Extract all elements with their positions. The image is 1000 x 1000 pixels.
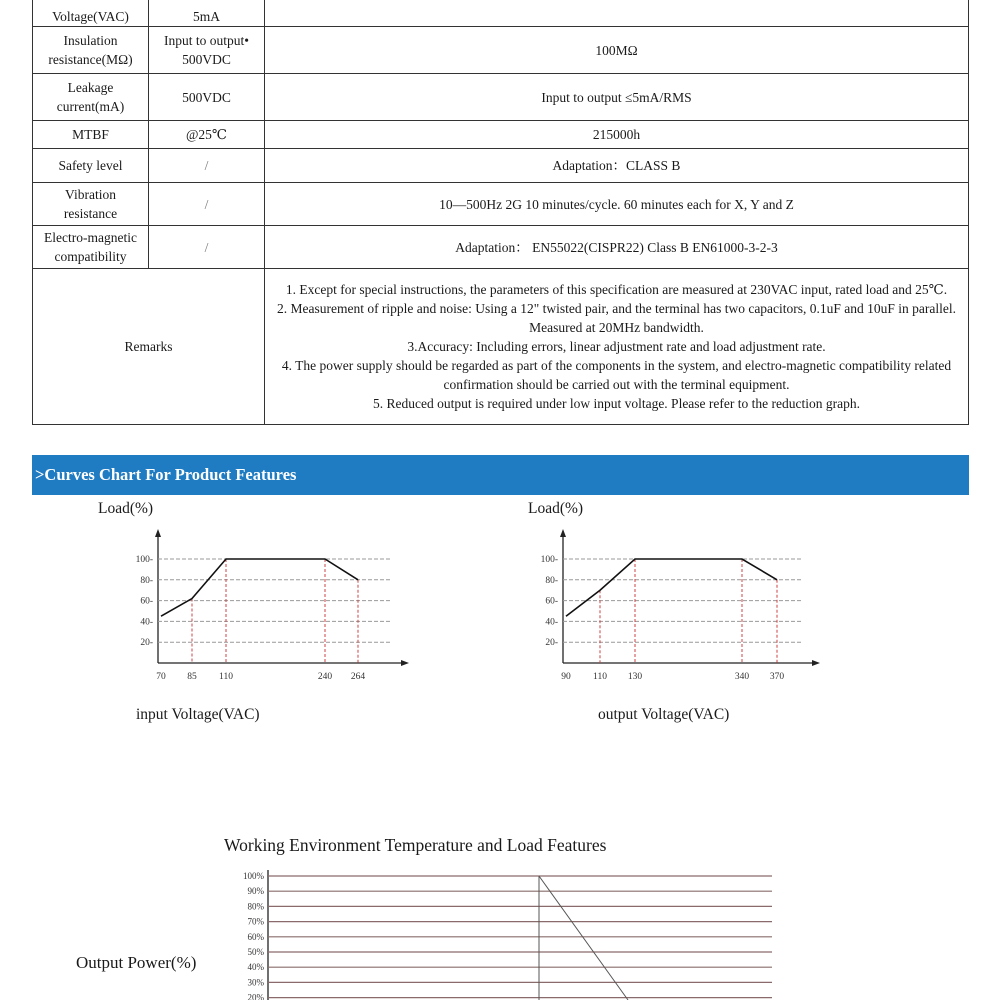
row-value: Adaptation：CLASS B [265, 149, 969, 183]
row-value: 100MΩ [265, 27, 969, 74]
chart3-y-tick: 100% [243, 871, 264, 881]
chart2-x-tick: 130 [627, 672, 643, 682]
remarks-label: Remarks [33, 269, 265, 425]
chart1-y-tick: 100- [135, 555, 153, 565]
row-condition: Input to output• 500VDC [149, 27, 265, 74]
chart1-y-tick: 20- [140, 638, 153, 649]
row-name: Safety level [33, 149, 149, 183]
remark-line: 5. Reduced output is required under low input voltage. Please refer to the reduction graph. [373, 396, 860, 411]
row-name: Vibration resistance [33, 183, 149, 226]
row-condition: 5mA [149, 0, 265, 27]
row-name: Leakage current(mA) [33, 74, 149, 121]
chart3-y-tick: 90% [247, 886, 264, 897]
chart1-series-line [161, 559, 358, 616]
chart2-x-tick: 340 [734, 672, 750, 682]
chart3-y-tick: 60% [247, 931, 264, 942]
section-banner: >Curves Chart For Product Features [32, 455, 969, 495]
chart3-y-tick: 30% [247, 977, 264, 988]
chart1-x-tick: 240 [317, 672, 333, 682]
chart1-x-tick: 70 [156, 672, 166, 682]
chart3-y-tick: 70% [247, 916, 264, 927]
chart3-y-tick: 80% [247, 901, 264, 912]
chart2-x-tick: 90 [561, 672, 571, 682]
chart3-title: Working Environment Temperature and Load Features [224, 835, 607, 855]
row-name: Electro-magnetic compatibility [33, 226, 149, 269]
row-condition: @25℃ [149, 121, 265, 149]
chart1-y-tick: 40- [140, 617, 153, 628]
chart1-y-tick: 60- [140, 596, 153, 607]
chart3-derating-line [539, 876, 628, 1000]
remark-line: 2. Measurement of ripple and noise: Using a 12" twisted pair, and the terminal has two capacitors, 0.1uF and 10uF in parallel. Measured at 20MHz bandwidth. [276, 301, 957, 335]
chart2-y-tick: 20- [545, 638, 558, 649]
row-name: MTBF [33, 121, 149, 149]
chart2-y-arrow [560, 529, 566, 537]
chart2-x-tick: 370 [769, 672, 785, 682]
row-condition: 500VDC [149, 74, 265, 121]
row-value: Adaptation： EN55022(CISPR22) Class B EN61000-3-2-3 [265, 226, 969, 269]
row-condition: / [149, 149, 265, 183]
chart2-y-tick: 80- [545, 575, 558, 586]
chart3-y-tick: 40% [247, 962, 264, 973]
chart2-y-tick: 100- [540, 555, 558, 565]
chart2-x-tick: 110 [593, 672, 607, 682]
chart1-ylabel: Load(%) [98, 500, 154, 517]
remark-line: 1. Except for special instructions, the parameters of this specification are measured at 230VAC input, rated load and 25℃. [285, 282, 948, 297]
row-name: Insulation resistance(MΩ) [33, 27, 149, 74]
chart1-x-tick: 264 [350, 672, 366, 682]
chart2-ylabel: Load(%) [528, 500, 584, 517]
chart3-y-tick: 50% [247, 947, 264, 957]
chart1-xlabel: input Voltage(VAC) [136, 706, 260, 723]
chart1-x-tick: 85 [187, 672, 197, 682]
chart3-ylabel: Output Power(%) [76, 953, 197, 972]
row-condition: / [149, 226, 265, 269]
chart1-y-tick: 80- [140, 575, 153, 586]
chart2-x-arrow [812, 660, 820, 666]
chart2-series-line [566, 559, 777, 616]
chart1-y-arrow [155, 529, 161, 537]
chart3-y-tick: 20% [247, 992, 264, 1000]
remark-line: 4. The power supply should be regarded as part of the components in the system, and electro-magnetic compatibility related confirmation should be carried out with the terminal equipment. [281, 358, 952, 392]
row-value: 10—500Hz 2G 10 minutes/cycle. 60 minutes each for X, Y and Z [265, 183, 969, 226]
chart2-y-tick: 40- [545, 617, 558, 628]
row-value: Input to output ≤5mA/RMS [265, 74, 969, 121]
remark-line: 3.Accuracy: Including errors, linear adjustment rate and load adjustment rate. [407, 339, 826, 354]
row-condition: / [149, 183, 265, 226]
chart1-x-arrow [401, 660, 409, 666]
row-value: 215000h [265, 121, 969, 149]
chart2-y-tick: 60- [545, 596, 558, 607]
row-name: Voltage(VAC) [33, 0, 149, 27]
chart2-xlabel: output Voltage(VAC) [598, 706, 730, 723]
chart1-x-tick: 110 [219, 672, 233, 682]
